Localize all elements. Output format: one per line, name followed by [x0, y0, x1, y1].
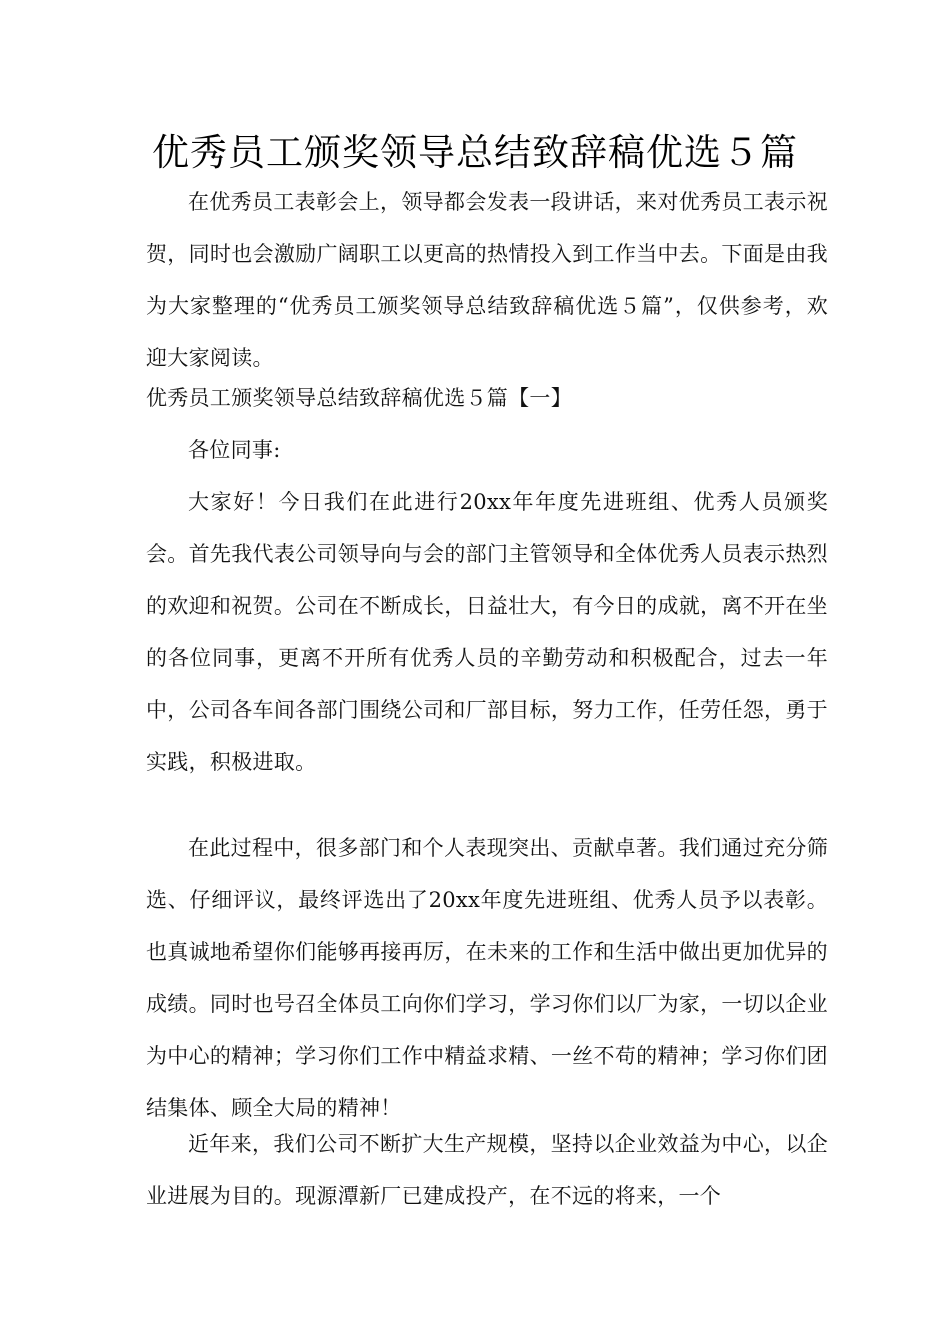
- greeting-line: 各位同事:: [188, 438, 281, 462]
- intro-paragraph: 在优秀员工表彰会上，领导都会发表一段讲话，来对优秀员工表示祝贺，同时也会激励广阔职工以更高的热情投入到工作当中去。下面是由我为大家整理的“优秀员工颁奖领导总结致辞稿优选５篇”，仅供参考，欢迎大家阅读。: [146, 190, 828, 370]
- section-heading: 优秀员工颁奖领导总结致辞稿优选５篇【一】: [146, 386, 572, 410]
- body-paragraph: 大家好！今日我们在此进行20xx年年度先进班组、优秀人员颁奖会。首先我代表公司领导向与会的部门主管领导和全体优秀人员表示热烈的欢迎和祝贺。公司在不断成长，日益壮大，有今日的成就，离不开在坐的各位同事，更离不开所有优秀人员的辛勤劳动和积极配合，过去一年中，公司各车间各部门围绕公司和厂部目标，努力工作，任劳任怨，勇于实践，积极进取。: [146, 490, 828, 774]
- document-title: 优秀员工颁奖领导总结致辞稿优选５篇: [152, 131, 798, 174]
- body-paragraph: 在此过程中，很多部门和个人表现突出、贡献卓著。我们通过充分筛选、仔细评议，最终评选出了20xx年度先进班组、优秀人员予以表彰。也真诚地希望你们能够再接再厉，在未来的工作和生活中做出更加优异的成绩。同时也号召全体员工向你们学习，学习你们以厂为家，一切以企业为中心的精神；学习你们工作中精益求精、一丝不苟的精神；学习你们团结集体、顾全大局的精神！: [146, 836, 828, 1120]
- body-paragraph: 近年来，我们公司不断扩大生产规模，坚持以企业效益为中心，以企业进展为目的。现源潭新厂已建成投产，在不远的将来，一个: [146, 1132, 828, 1208]
